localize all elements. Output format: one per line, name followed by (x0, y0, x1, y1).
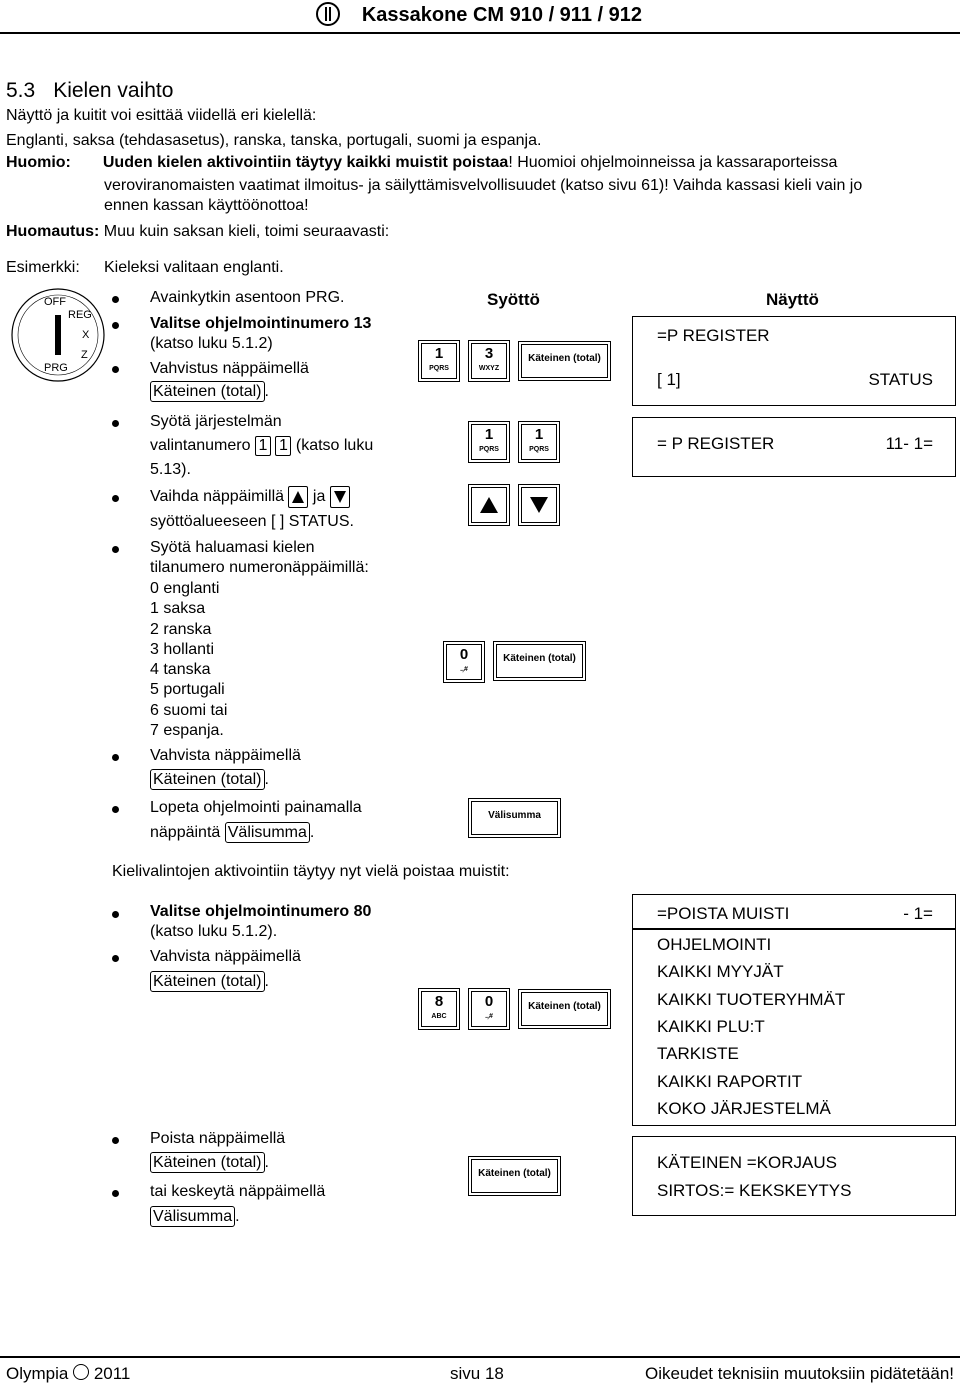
total-key: Käteinen (total) (493, 641, 586, 681)
step-4a: Syötä järjestelmän (150, 413, 282, 430)
step-5a (150, 486, 350, 508)
lock-x-label: X (82, 329, 90, 341)
olympia-logo-icon (73, 1364, 89, 1380)
arrow-down-icon (330, 486, 350, 508)
clear-step-3a: Poista näppäimellä (150, 1130, 286, 1147)
clear-step-3b: Käteinen (total) . (150, 1152, 269, 1173)
lang-0: 0 englanti (150, 580, 220, 597)
step-3a: Vahvistus näppäimellä (150, 360, 309, 377)
key-1-ref: 1 (275, 436, 291, 456)
footer-page: sivu 18 (450, 1364, 504, 1383)
clear-intro: Kielivalintojen aktivointiin täytyy nyt vielä poistaa muistit: (112, 863, 510, 880)
bullet (112, 495, 119, 502)
display-line: =P REGISTER (657, 326, 770, 345)
total-key-ref: Käteinen (total) (150, 971, 265, 992)
lock-z-label: Z (81, 349, 88, 361)
subtotal-key: Välisumma (468, 798, 561, 838)
key-1: 1 PQRS (418, 340, 460, 382)
column-input-header: Syöttö (487, 290, 540, 309)
display-line: SIRTOS:= KEKSKEYTYS (657, 1181, 852, 1200)
footer-right: Oikeudet teknisiin muutoksiin pidätetään! (644, 1364, 954, 1383)
lang-3: 3 hollanti (150, 641, 215, 658)
display-line: TARKISTE (657, 1044, 739, 1063)
display-line: KAIKKI MYYJÄT (657, 962, 784, 981)
bullet (112, 1137, 119, 1144)
display-panel-4 (632, 1136, 956, 1216)
key-8: 8 ABC (418, 988, 460, 1030)
key-1-ref: 1 (255, 436, 271, 456)
clear-step-2b: Käteinen (total) . (150, 971, 269, 992)
display-line: OHJELMOINTI (657, 935, 772, 954)
lock-reg-label: REG (68, 309, 92, 321)
clear-step-2a: Vahvista näppäimellä (150, 948, 301, 965)
display-line: KOKO JÄRJESTELMÄ (657, 1099, 831, 1118)
remark-text: Muu kuin saksan kieli, toimi seuraavasti: (103, 223, 390, 240)
clear-step-1a: Valitse ohjelmointinumero 80 (150, 903, 372, 920)
lang-2: 2 ranska (150, 621, 212, 638)
lock-prg-label: PRG (44, 362, 68, 374)
display-line: 11- 1= (885, 434, 933, 453)
note-bold: Uuden kielen aktivointiin täytyy kaikki muistit poistaa (102, 154, 509, 171)
key-0: 0 .,# (443, 641, 485, 683)
total-key: Käteinen (total) (468, 1156, 561, 1196)
lang-6: 6 suomi tai (150, 702, 228, 719)
total-key: Käteinen (total) (518, 341, 611, 381)
step-6b: tilanumero numeronäppäimillä: (150, 559, 369, 576)
display-panel-2 (632, 417, 956, 477)
key-1: 1 PQRS (518, 421, 560, 463)
lang-4: 4 tanska (150, 661, 211, 678)
example-label: Esimerkki: (6, 259, 80, 276)
key-lock-icon (8, 285, 108, 385)
footer-rule (0, 1356, 960, 1358)
bullet (112, 806, 119, 813)
section-heading: Kielen vaihto (53, 79, 174, 102)
bullet (112, 322, 119, 329)
step-5b-text: ja (312, 488, 326, 506)
lang-5: 5 portugali (150, 681, 225, 698)
step-4b (150, 436, 373, 456)
step-8b-text: näppäintä (150, 824, 221, 841)
bullet (112, 754, 119, 761)
display-line: - 1= (903, 904, 933, 923)
step-5a-text: Vaihda näppäimillä (150, 488, 285, 506)
lang-1: 1 saksa (150, 600, 206, 617)
display-line: KÄTEINEN =KORJAUS (657, 1153, 837, 1172)
remark (6, 222, 389, 242)
clear-step-1b: (katso luku 5.1.2). (150, 923, 278, 940)
display-panel-1 (632, 316, 956, 406)
step-8b: näppäintä Välisumma . (150, 824, 315, 841)
key-1: 1 PQRS (468, 421, 510, 463)
step-2a: Valitse ohjelmointinumero 13 (150, 315, 372, 332)
arrow-up-icon (288, 486, 308, 508)
total-key-ref: Käteinen (total) (150, 1152, 265, 1173)
bullet (112, 366, 119, 373)
lock-off-label: OFF (44, 296, 66, 308)
display-panel-3 (632, 894, 956, 1126)
clear-step-4a: tai keskeytä näppäimellä (150, 1183, 326, 1200)
step-1: Avainkytkin asentoon PRG. (150, 289, 345, 306)
arrow-up-key (468, 484, 510, 526)
step-5c (150, 512, 354, 532)
bullet (112, 546, 119, 553)
display-line: =POISTA MUISTI (657, 904, 790, 923)
display-line: KAIKKI TUOTERYHMÄT (657, 990, 846, 1009)
note-line-3: ennen kassan käyttöönottoa! (104, 197, 309, 214)
example-text: Kieleksi valitaan englanti. (104, 259, 284, 276)
note-rest: ! Huomioi ohjelmoinneissa ja kassaraporteissa (508, 154, 838, 171)
footer-year: 2011 (93, 1364, 131, 1383)
step-7b: Käteinen (total) . (150, 769, 269, 790)
bullet (112, 911, 119, 918)
step-4d: 5.13). (150, 461, 191, 478)
footer-left (6, 1364, 130, 1384)
step-6a: Syötä haluamasi kielen (150, 539, 315, 556)
total-key-ref: Käteinen (total) (150, 769, 265, 790)
step-5c-text: syöttöalueeseen [ ] STATUS. (150, 513, 354, 530)
section-number: 5.3 (6, 79, 36, 102)
display-line: = P REGISTER (657, 434, 775, 453)
display-divider (633, 928, 955, 930)
olympia-logo-icon (316, 2, 340, 26)
bullet (112, 420, 119, 427)
clear-step-4b: Välisumma . (150, 1206, 240, 1227)
display-line: STATUS (868, 370, 933, 389)
intro-line-2: Englanti, saksa (tehdasasetus), ranska, tanska, portugali, suomi ja espanja. (6, 132, 542, 149)
footer-brand: Olympia (6, 1364, 69, 1383)
note-line-2: veroviranomaisten vaatimat ilmoitus- ja säilyttämisvelvollisuudet (katso sivu 61)! Vaihda kassasi kieli vain jo (104, 177, 863, 194)
arrow-down-key (518, 484, 560, 526)
step-3b: Käteinen (total) . (150, 381, 269, 402)
display-line: KAIKKI PLU:T (657, 1017, 765, 1036)
total-key: Käteinen (total) (518, 989, 611, 1029)
key-3: 3 WXYZ (468, 340, 510, 382)
step-2b: (katso luku 5.1.2) (150, 335, 273, 352)
display-line: KAIKKI RAPORTIT (657, 1072, 803, 1091)
lang-7: 7 espanja. (150, 722, 224, 739)
column-display-header: Näyttö (766, 290, 819, 309)
bullet (112, 955, 119, 962)
step-8a: Lopeta ohjelmointi painamalla (150, 799, 362, 816)
subtotal-key-ref: Välisumma (225, 822, 310, 843)
bullet (112, 296, 119, 303)
remark-label: Huomautus: (6, 223, 100, 240)
header-rule (0, 32, 960, 34)
step-4b-text: valintanumero (150, 437, 251, 454)
total-key-ref: Käteinen (total) (150, 381, 265, 402)
note-label: Huomio: (6, 154, 71, 171)
note (6, 153, 837, 173)
intro-line-1: Näyttö ja kuitit voi esittää viidellä eri kielellä: (6, 107, 317, 124)
step-7a: Vahvista näppäimellä (150, 747, 301, 764)
display-line: [ 1] (657, 370, 681, 389)
header-title: Kassakone CM 910 / 911 / 912 (361, 4, 642, 26)
section-title (6, 79, 191, 103)
step-4c-text: (katso luku (295, 437, 374, 454)
key-0: 0 .,# (468, 988, 510, 1030)
subtotal-key-ref: Välisumma (150, 1206, 235, 1227)
bullet (112, 1190, 119, 1197)
